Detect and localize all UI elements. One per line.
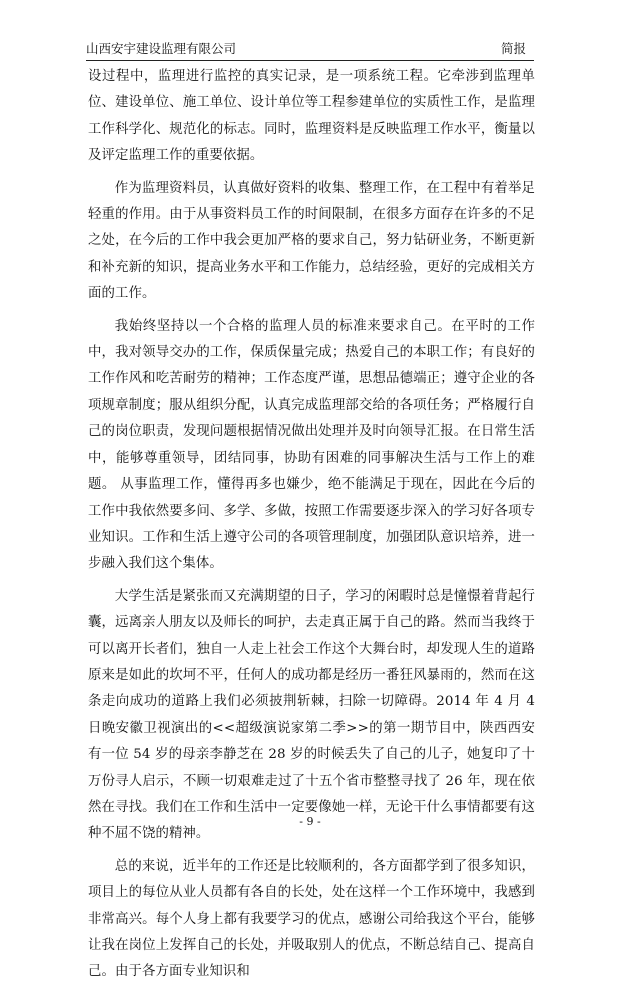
page-number: - 9 - — [299, 815, 321, 828]
document-type: 简报 — [500, 41, 526, 56]
company-name: 山西安宇建设监理有限公司 — [86, 41, 237, 56]
paragraph: 我始终坚持以一个合格的监理人员的标准来要求自己。在平时的工作中，我对领导交办的工作，保质保量完成；热爱自己的本职工作；有良好的工作作风和吃苦耐劳的精神；工作态度严谨，思想品德端正；遵守企业的各项规章制度；服从组织分配，认真完成监理部交给的各项任务；严格履行自己的岗位职责，发现问题根据情况做出处理并及时向领导汇报。在日常生活中，能够尊重领导，团结同事，协助有困难的同事解决生活与工作上的难题。 从事监理工作，懂得再多也嫌少，绝不能满足于现在，因此在今后的工作中我依然要多问、多学、多做，按照工作需要逐步深入的学习好各项专业知识。工作和生活上遵守公司的各项管理制度，加强团队意识培养，进一步融入我们这个集体。 — [88, 318, 535, 572]
document-body — [88, 64, 535, 992]
paragraph: 大学生活是紧张而又充满期望的日子，学习的闲暇时总是憧憬着背起行囊，远离亲人朋友以及师长的呵护，去走真正属于自己的路。然而当我终于可以离开长者们，独自一人走上社会工作这个大舞台时，却发现人生的道路原来是如此的坎坷不平，任何人的成功都是经历一番狂风暴雨的，然而在这条走向成功的道路上我们必须披荆斩棘，扫除一切障碍。2014 年 4 月 4 日晚安徽卫视演出的<<超级演说家第二季>>的第一期节目中，陕西西安有一位 54 岁的母亲李静芝在 28 岁的时候丢失了自己的儿子，她复印了十万份寻人启示，不顾一切艰难走过了十五个省市整整寻找了 26 年，现在依然在寻找。我们在工作和生活中一定要像她一样，无论干什么事情都要有这种不屈不饶的精神。 — [88, 588, 535, 842]
paragraph-continued: 设过程中，监理进行监控的真实记录，是一项系统工程。它牵涉到监理单位、建设单位、施工单位、设计单位等工程参建单位的实质性工作，是监理工作科学化、规范化的标志。同时，监理资料是反映监理工作水平，衡量以及评定监理工作的重要依据。 — [88, 69, 535, 164]
page-header — [86, 40, 534, 61]
paragraph: 作为监理资料员，认真做好资料的收集、整理工作，在工程中有着举足轻重的作用。由于从事资料员工作的时间限制，在很多方面存在许多的不足之处，在今后的工作中我会更加严格的要求自己，努力钻研业务，不断更新和补充新的知识，提高业务水平和工作能力，总结经验，更好的完成相关方面的工作。 — [88, 180, 535, 302]
paragraph: 总的来说，近半年的工作还是比较顺利的，各方面都学到了很多知识，项目上的每位从业人员都有各自的长处，处在这样一个工作环境中，我感到非常高兴。每个人身上都有我要学习的优点，感谢公司给我这个平台，能够让我在岗位上发挥自己的长处，并吸取别人的优点，不断总结自己、提高自己。由于各方面专业知识和 — [88, 858, 535, 980]
